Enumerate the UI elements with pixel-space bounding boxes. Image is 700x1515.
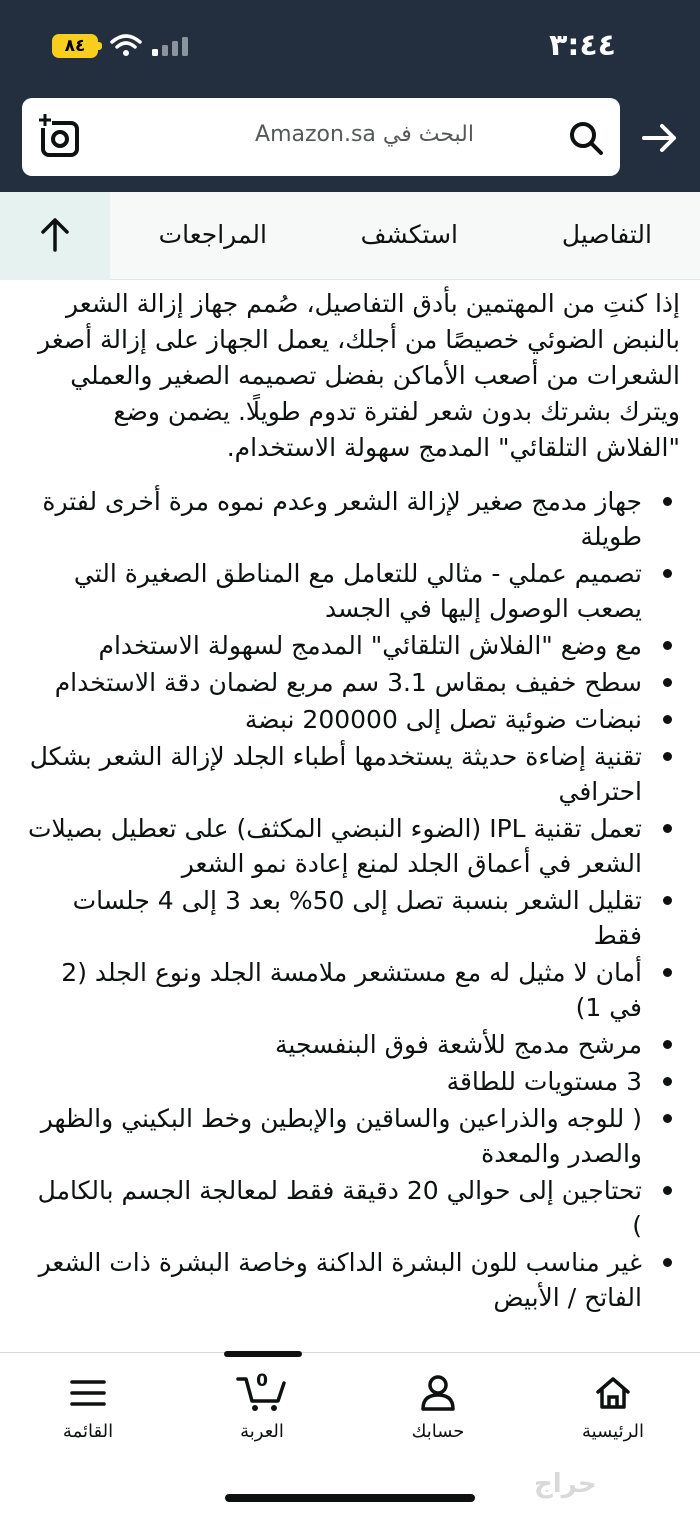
product-tabs: [0, 192, 700, 280]
product-description: إذا كنتِ من المهتمين بأدق التفاصيل، صُمم جهاز إزالة الشعر بالنبض الضوئي خصيصًا من أجلك، يعمل الجهاز على إزالة أصغر الشعرات من أصعب الأماكن بفضل تصميمه الصغير والعملي ويترك بشرتك بدون شعر لفترة تدوم طويلًا. يضمن وضع "الفلاش التلقائي" المدمج سهولة الاستخدام.: [38, 289, 680, 462]
bottom-navigation: [0, 1352, 700, 1515]
search-input[interactable]: البحث في Amazon.sa: [255, 122, 474, 147]
feature-bullet: تصميم عملي - مثالي للتعامل مع المناطق الصغيرة التي يصعب الوصول إليها في الجسد: [24, 556, 680, 626]
arrow-right-icon[interactable]: [640, 118, 680, 158]
menu-icon: [68, 1373, 108, 1413]
feature-bullet: تقنية إضاءة حديثة يستخدمها أطباء الجلد لإزالة الشعر بشكل احترافي: [24, 739, 680, 809]
cart-count-badge: 0: [256, 1371, 268, 1391]
status-time: ٣:٤٤: [549, 28, 616, 63]
feature-bullet: تقليل الشعر بنسبة تصل إلى 50% بعد 3 إلى 4 جلسات فقط: [24, 883, 680, 953]
feature-bullet: ( للوجه والذراعين والساقين والإبطين وخط البكيني والظهر والصدر والمعدة: [24, 1101, 680, 1171]
feature-bullet: مرشح مدمج للأشعة فوق البنفسجية: [24, 1027, 680, 1062]
nav-home-label: الرئيسية: [582, 1421, 644, 1442]
nav-home[interactable]: [553, 1373, 673, 1442]
nav-menu[interactable]: [28, 1373, 148, 1442]
search-icon[interactable]: [568, 120, 604, 156]
feature-bullet: تعمل تقنية IPL (الضوء النبضي المكثف) على تعطيل بصيلات الشعر في أعماق الجلد لمنع إعادة نمو الشعر: [24, 811, 680, 881]
feature-bullet: غير مناسب للون البشرة الداكنة وخاصة البشرة ذات الشعر الفاتح / الأبيض: [24, 1245, 680, 1315]
nav-cart-label: العربة: [240, 1421, 284, 1442]
feature-bullet: نبضات ضوئية تصل إلى 200000 نبضة: [24, 702, 680, 737]
battery-level: ٨٤: [64, 36, 86, 56]
tab-explore[interactable]: استكشف: [360, 220, 458, 249]
feature-bullet: جهاز مدمج صغير لإزالة الشعر وعدم نموه مرة أخرى لفترة طويلة: [24, 484, 680, 554]
user-icon: [418, 1373, 458, 1413]
active-tab-indicator: [224, 1351, 302, 1357]
search-bar[interactable]: [22, 98, 620, 176]
arrow-up-icon: [36, 216, 74, 254]
feature-bullet: 3 مستويات للطاقة: [24, 1064, 680, 1099]
watermark-logo: حراج: [534, 1469, 597, 1499]
tab-reviews[interactable]: المراجعات: [158, 220, 267, 249]
battery-icon: [52, 34, 98, 58]
wifi-icon: [110, 34, 142, 58]
cellular-signal-icon: [152, 36, 190, 56]
tab-details[interactable]: التفاصيل: [561, 220, 652, 249]
nav-cart[interactable]: [202, 1373, 322, 1442]
home-indicator[interactable]: [225, 1494, 475, 1502]
home-icon: [593, 1373, 633, 1413]
feature-bullet: تحتاجين إلى حوالي 20 دقيقة فقط لمعالجة الجسم بالكامل ): [24, 1173, 680, 1243]
nav-account-label: حسابك: [411, 1421, 465, 1442]
nav-menu-label: القائمة: [62, 1421, 114, 1442]
app-header: [0, 0, 700, 192]
camera-search-icon[interactable]: [38, 114, 84, 160]
feature-list: [24, 484, 680, 1315]
feature-bullet: مع وضع "الفلاش التلقائي" المدمج لسهولة الاستخدام: [24, 628, 680, 663]
feature-bullet: أمان لا مثيل له مع مستشعر ملامسة الجلد ونوع الجلد (2 في 1): [24, 955, 680, 1025]
scroll-to-top-button[interactable]: [0, 192, 110, 280]
nav-account[interactable]: [378, 1373, 498, 1442]
feature-bullet: سطح خفيف بمقاس 3.1 سم مربع لضمان دقة الاستخدام: [24, 665, 680, 700]
product-description-section: [24, 286, 680, 1317]
